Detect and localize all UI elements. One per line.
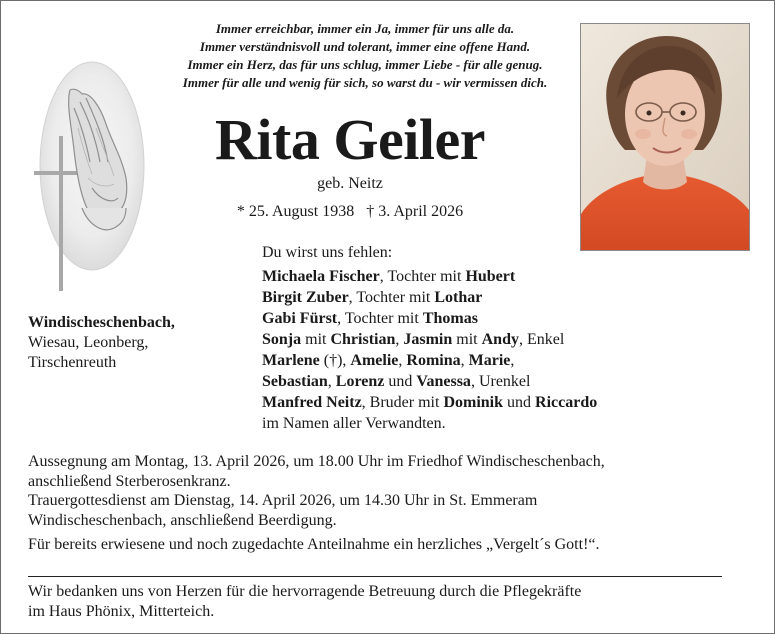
acknowledgement [28, 582, 748, 622]
mass-line: Trauergottesdienst am Dienstag, 14. April 2026, um 14.30 Uhr in St. Emmeram [28, 492, 538, 509]
mourner-relation: , Tochter mit [379, 268, 466, 285]
mourner-relation: , [395, 331, 404, 348]
poem [120, 20, 610, 92]
mourner-name: Andy [481, 331, 519, 348]
mourner-name: Marie [468, 352, 511, 369]
acknowledgement-line: Wir bedanken uns von Herzen für die hervorragende Betreuung durch die Pflegekräfte [28, 583, 582, 600]
mourner-name: Marlene [262, 352, 320, 369]
mourner-line [262, 308, 742, 329]
town-others: Wiesau, Leonberg, [28, 334, 149, 351]
mourner-name: Lothar [434, 289, 483, 306]
mourner-line [262, 287, 742, 308]
poem-line: Immer verständnisvoll und tolerant, immer eine offene Hand. [199, 39, 531, 54]
mourner-relation: , [510, 352, 515, 369]
mourner-name: Manfred Neitz [262, 394, 362, 411]
mourner-name: Gabi Fürst [262, 310, 338, 327]
mourner-name: Vanessa [416, 373, 471, 390]
mourner-relation: mit [452, 331, 482, 348]
mourners-intro: Du wirst uns fehlen: [262, 244, 393, 261]
thanks-line: Für bereits erwiesene und noch zugedachte Anteilnahme ein herzliches „Vergelt´s Gott!“. [28, 536, 600, 553]
mourner-relation: , [460, 352, 469, 369]
mourner-name: Jasmin [403, 331, 453, 348]
mourner-relation: , Tochter mit [337, 310, 423, 327]
mourner-relation: im Namen aller Verwandten. [262, 415, 446, 432]
death-date: † 3. April 2026 [366, 203, 464, 220]
funeral-service-line: anschließend Sterberosenkranz. [28, 472, 231, 490]
mourner-relation: , Bruder mit [361, 394, 444, 411]
mourner-name: Hubert [465, 268, 516, 285]
praying-hands-cross-icon [22, 58, 148, 298]
birth-date: * 25. August 1938 [236, 203, 355, 220]
mourner-relation: und [384, 373, 417, 390]
mourner-line [262, 329, 742, 350]
mourners-list [262, 242, 742, 434]
mourner-name: Sonja [262, 331, 302, 348]
mourner-name: Riccardo [535, 394, 598, 411]
mourner-line [262, 392, 742, 413]
town-main: Windischeschenbach, [28, 314, 175, 331]
towns [28, 313, 228, 373]
service-details [28, 452, 748, 555]
poem-line: Immer ein Herz, das für uns schlug, immer Liebe - für alle genug. [187, 57, 543, 72]
mourner-relation: , Urenkel [470, 373, 531, 390]
mourner-relation: , Enkel [518, 331, 565, 348]
mourner-relation: mit [301, 331, 331, 348]
mourner-name: Sebastian [262, 373, 328, 390]
poem-line: Immer erreichbar, immer ein Ja, immer für uns alle da. [215, 21, 515, 36]
mourner-name: Amelie [350, 352, 399, 369]
mourner-relation: (†), [319, 352, 351, 369]
mourner-name: Birgit Zuber [262, 289, 349, 306]
portrait-image [581, 24, 749, 250]
mass-line: Windischeschenbach, anschließend Beerdigung. [28, 511, 337, 529]
mourner-relation: und [503, 394, 536, 411]
mourner-line [262, 350, 742, 371]
deceased-name: Rita Geiler [215, 107, 485, 172]
divider [28, 576, 722, 577]
mourner-line [262, 371, 742, 392]
portrait-photo [580, 23, 750, 251]
mourners-lines [262, 266, 742, 434]
acknowledgement-line: im Haus Phönix, Mitterteich. [28, 603, 215, 620]
mourner-line [262, 266, 742, 287]
mourner-relation: , [327, 373, 336, 390]
mourner-relation: , Tochter mit [348, 289, 435, 306]
poem-line: Immer für alle und wenig für sich, so warst du - wir vermissen dich. [182, 75, 548, 90]
maiden-name: geb. Neitz [317, 175, 383, 192]
life-dates [160, 202, 540, 222]
mourner-name: Michaela Fischer [262, 268, 380, 285]
mourner-name: Thomas [422, 310, 478, 327]
mourner-name: Lorenz [335, 373, 385, 390]
mourner-relation: , [398, 352, 407, 369]
town-others: Tirschenreuth [28, 354, 117, 371]
mourner-name: Christian [330, 331, 396, 348]
funeral-service-line: Aussegnung am Montag, 13. April 2026, um 18.00 Uhr im Friedhof Windischeschenbach, [28, 453, 605, 470]
mourner-name: Dominik [443, 394, 504, 411]
mourner-line [262, 413, 742, 434]
mourner-name: Romina [406, 352, 461, 369]
